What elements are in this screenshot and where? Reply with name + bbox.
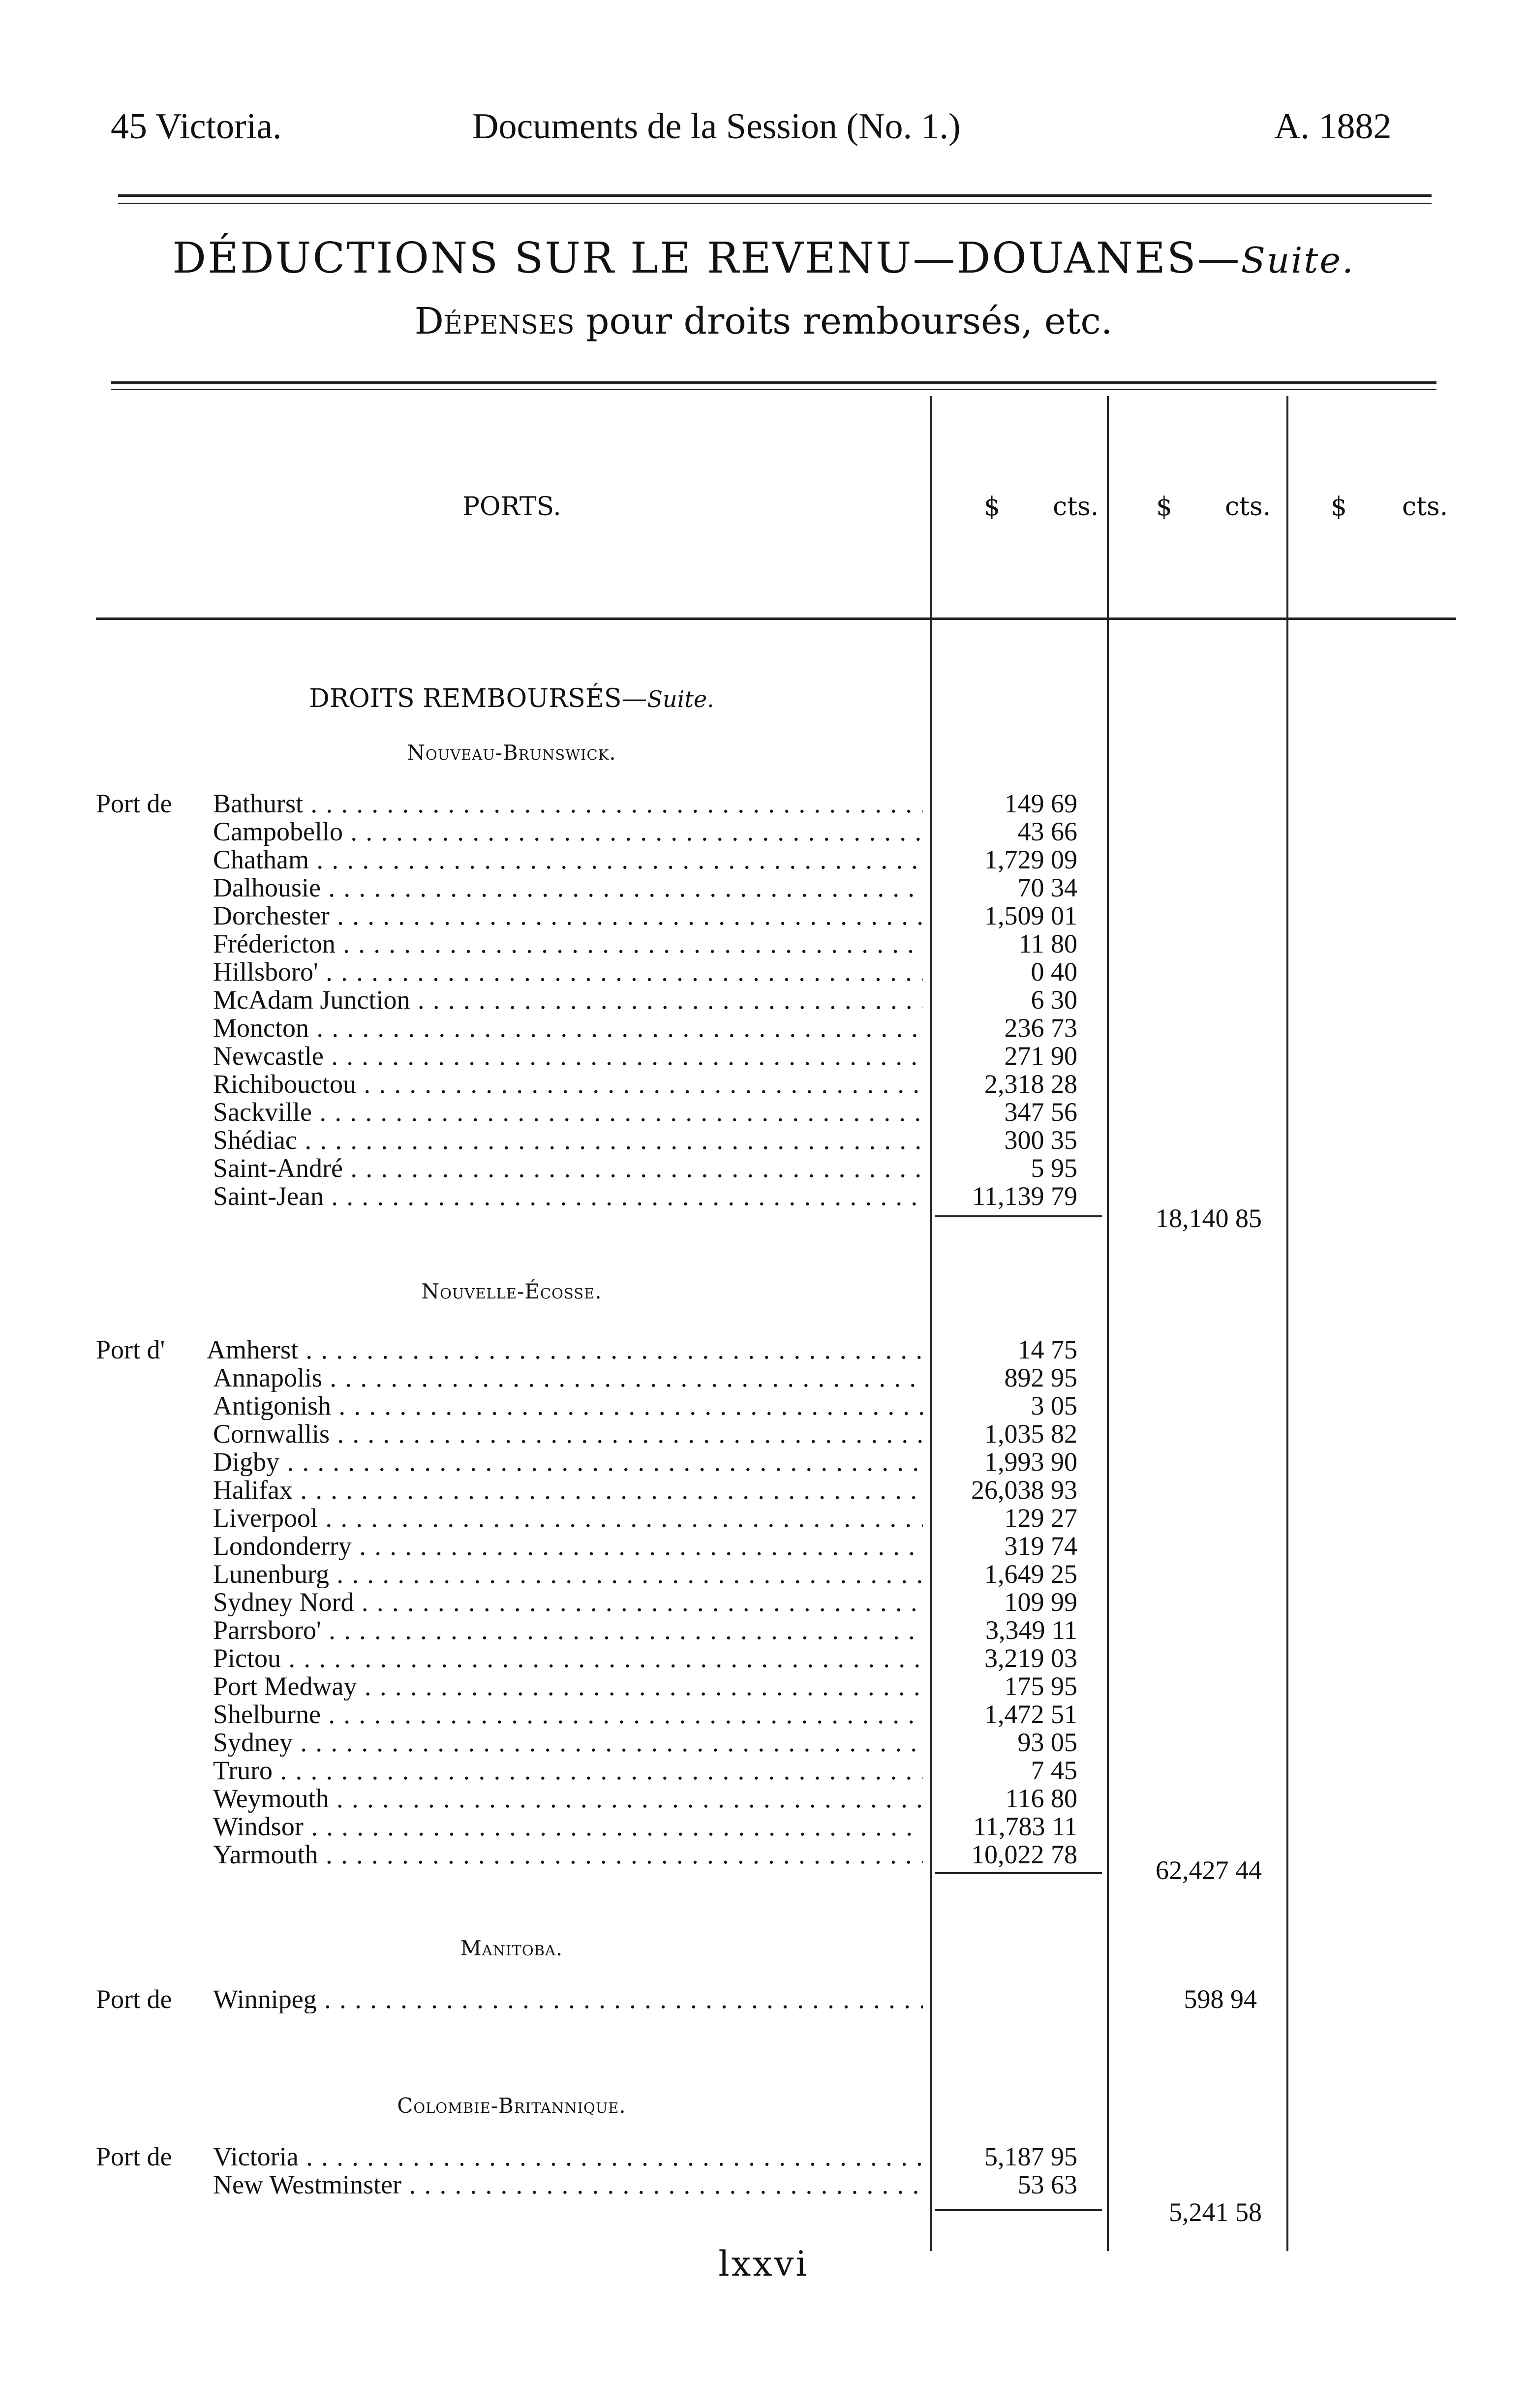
port-amount: 11,783 11 [973,1812,1077,1841]
port-amount: 26,038 93 [971,1475,1077,1505]
table-row [0,1014,1527,1042]
table-row [0,818,1527,846]
port-amount: 53 63 [1017,2170,1077,2199]
port-name: Lunenburg . . . [213,1560,923,1588]
port-amount: 892 95 [1004,1363,1077,1392]
port-name: Weymouth . . . [213,1785,923,1813]
table-row [0,1504,1527,1532]
subtotal-rule-nb [935,1215,1102,1217]
table-rule-top [111,381,1436,384]
column-header-2-cts: cts. [1225,492,1271,522]
subtotal-rule-ns [935,1872,1102,1874]
port-name: Shelburne . . . [213,1700,923,1729]
table-row [0,2171,1527,2199]
port-amount: 1,729 09 [984,845,1077,874]
port-amount: 1,649 25 [984,1559,1077,1589]
port-name: Dalhousie . . . [213,874,923,902]
port-amount: 3 05 [1031,1391,1077,1420]
port-amount: 271 90 [1004,1041,1077,1071]
port-name: Sydney Nord . . . [213,1588,923,1616]
port-name: Newcastle . . . [213,1042,923,1070]
port-amount: 129 27 [1004,1503,1077,1533]
header-session-year: 45 Victoria. [111,106,282,147]
port-amount: 6 30 [1031,985,1077,1015]
port-amount: 3,219 03 [984,1643,1077,1673]
column-header-3-cts: cts. [1402,492,1448,522]
port-amount: 236 73 [1004,1013,1077,1043]
port-amount: 11 80 [1018,929,1077,958]
table-row [0,1182,1527,1210]
column-header-1-dollar: $ [984,492,1001,522]
port-amount: 10,022 78 [971,1840,1077,1869]
table-row [0,958,1527,986]
table-row [0,846,1527,874]
port-name: Annapolis . . . [213,1364,923,1392]
port-amount: 5 95 [1031,1153,1077,1183]
port-name: Saint-Jean . . . [213,1182,923,1210]
table-row [0,1126,1527,1154]
table-row [0,1729,1527,1757]
port-name: McAdam Junction . . . [213,986,923,1014]
port-name: Digby . . . [213,1448,923,1476]
port-amount: 319 74 [1004,1531,1077,1561]
port-amount: 1,472 51 [984,1699,1077,1729]
column-divider-2 [1107,396,1109,2251]
port-name: Moncton . . . [213,1014,923,1042]
table-row [0,1098,1527,1126]
table-row [0,1841,1527,1869]
port-name: Londonderry . . . [213,1532,923,1560]
port-amount: 43 66 [1017,817,1077,846]
table-row [0,1588,1527,1616]
table-row [0,1985,1527,2013]
header-year: A. 1882 [1274,106,1392,147]
table-row [0,790,1527,818]
port-name: Port Medway . . . [213,1672,923,1700]
group-heading-colombie-britannique: Colombie-Britannique. [397,2094,626,2118]
port-amount: 109 99 [1004,1587,1077,1617]
header-document-title: Documents de la Session (No. 1.) [472,106,961,147]
table-row [0,1813,1527,1841]
table-row [0,986,1527,1014]
subtotal-rule-bc [935,2209,1102,2211]
port-name: Bathurst . . . [213,790,923,818]
group-heading-nouveau-brunswick: Nouveau-Brunswick. [407,741,616,765]
group-total-nouveau-brunswick: 18,140 85 [1156,1204,1262,1233]
table-row [0,1042,1527,1070]
page-number: lxxvi [718,2244,809,2284]
port-name: Campobello . . . [213,818,923,846]
page-title: DÉDUCTIONS SUR LE REVENU—DOUANES—Suite. [172,234,1355,283]
column-divider-1 [930,396,932,2251]
row-prefix: Port de [96,2142,172,2171]
port-name: Richibouctou . . . [213,1070,923,1098]
table-row [0,1532,1527,1560]
row-prefix: Port de [96,789,172,818]
port-name: Dorchester . . . [213,902,923,930]
table-row [0,930,1527,958]
port-amount: 5,187 95 [984,2142,1077,2171]
column-header-3-dollar: $ [1331,492,1347,522]
table-row [0,1448,1527,1476]
port-name: Sydney . . . [213,1729,923,1757]
table-row [0,1672,1527,1700]
page-subtitle: Dépenses pour droits remboursés, etc. [414,300,1113,342]
port-amount: 175 95 [1004,1671,1077,1701]
section-heading: DROITS REMBOURSÉS—Suite. [309,684,714,713]
table-row [0,1785,1527,1813]
table-row [0,1154,1527,1182]
port-name: Pictou . . . [213,1644,923,1672]
port-name: Parrsboro' . . . [213,1616,923,1644]
table-row [0,1476,1527,1504]
port-name: Winnipeg . . . [213,1985,923,2013]
port-name: Hillsboro' . . . [213,958,923,986]
table-row [0,874,1527,902]
table-row [0,1644,1527,1672]
port-amount: 11,139 79 [972,1181,1077,1211]
header-rule-top [118,194,1432,197]
port-name: Chatham . . . [213,846,923,874]
port-name: Shédiac . . . [213,1126,923,1154]
port-amount: 1,035 82 [984,1419,1077,1449]
port-amount: 70 34 [1017,873,1077,902]
port-name: Cornwallis . . . [213,1420,923,1448]
table-row [0,2143,1527,2171]
group-total-colombie-britannique: 5,241 58 [1169,2197,1262,2227]
port-amount: 0 40 [1031,957,1077,987]
port-name: Liverpool . . . [213,1504,923,1532]
port-amount: 149 69 [1004,789,1077,818]
port-amount: 2,318 28 [984,1069,1077,1099]
group-total-nouvelle-ecosse: 62,427 44 [1156,1855,1262,1885]
port-name: Amherst . . . [207,1336,923,1364]
table-row [0,1336,1527,1364]
table-row [0,1364,1527,1392]
table-row [0,1070,1527,1098]
table-rule-top-thin [111,389,1436,390]
port-amount: 116 80 [1005,1784,1077,1813]
port-name: Antigonish . . . [213,1392,923,1420]
port-amount: 14 75 [1017,1335,1077,1364]
port-name: Sackville . . . [213,1098,923,1126]
column-header-rule [96,617,1456,620]
table-row [0,1560,1527,1588]
port-name: Halifax . . . [213,1476,923,1504]
header-rule-bottom [118,203,1432,204]
port-amount: 93 05 [1017,1728,1077,1757]
port-name: Yarmouth . . . [213,1841,923,1869]
port-amount: 3,349 11 [985,1615,1077,1645]
group-total-manitoba: 598 94 [1184,1984,1257,2014]
port-name: New Westminster . . . [213,2171,923,2199]
column-header-1-cts: cts. [1053,492,1099,522]
column-divider-3 [1286,396,1288,2251]
port-amount: 347 56 [1004,1097,1077,1127]
port-name: Victoria . . . [213,2143,923,2171]
row-prefix: Port de [96,1984,172,2014]
group-heading-manitoba: Manitoba. [460,1936,563,1960]
table-row [0,1757,1527,1785]
table-row [0,902,1527,930]
port-amount: 300 35 [1004,1125,1077,1155]
column-header-ports: PORTS. [462,492,561,522]
table-row [0,1420,1527,1448]
port-name: Windsor . . . [213,1813,923,1841]
port-amount: 1,993 90 [984,1447,1077,1477]
port-amount: 7 45 [1031,1756,1077,1785]
table-row [0,1700,1527,1729]
port-name: Saint-André . . . [213,1154,923,1182]
row-prefix: Port d' [96,1335,165,1364]
table-row [0,1616,1527,1644]
port-name: Truro . . . [213,1757,923,1785]
group-heading-nouvelle-ecosse: Nouvelle-Écosse. [421,1279,602,1303]
port-name: Frédericton . . . [213,930,923,958]
table-row [0,1392,1527,1420]
port-amount: 1,509 01 [984,901,1077,930]
column-header-2-dollar: $ [1156,492,1173,522]
